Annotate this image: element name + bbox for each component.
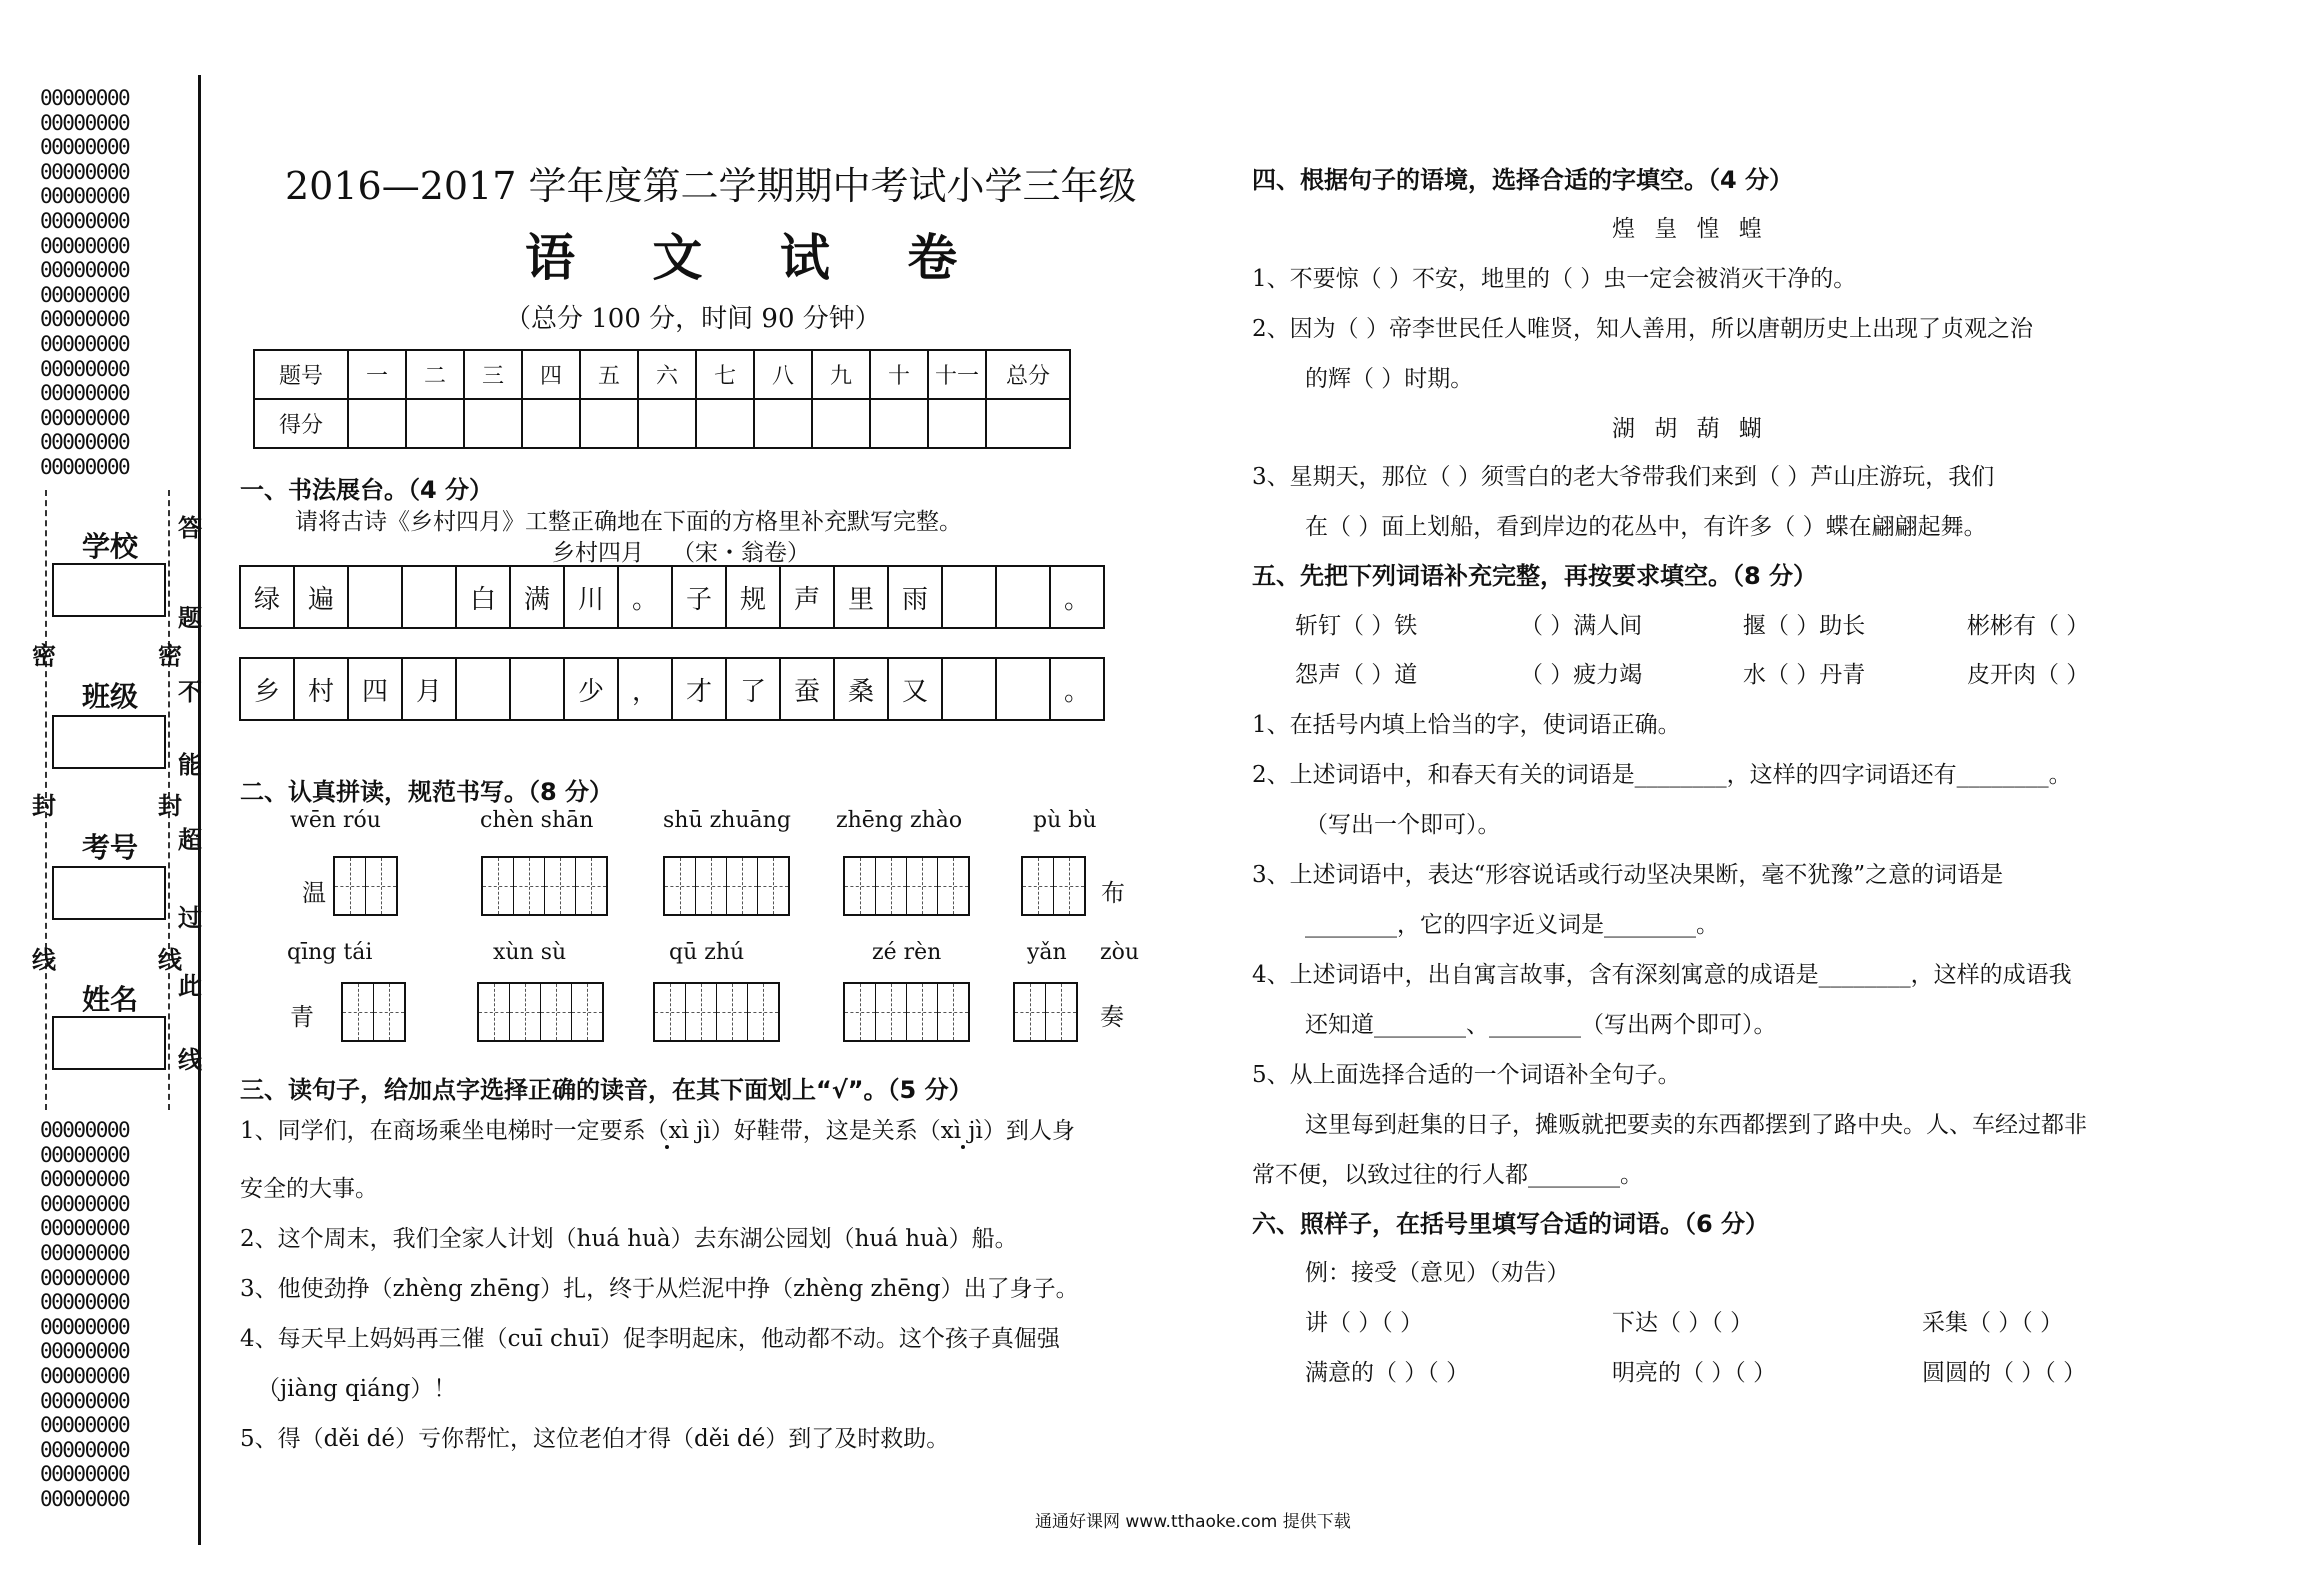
section4-heading: 四、根据句子的语境，选择合适的字填空。（4 分）	[1252, 166, 1794, 194]
section5-line: （写出一个即可）。	[1305, 812, 1501, 838]
score-row-label: 得分	[254, 399, 348, 448]
poem-char-cell: 了	[726, 658, 780, 720]
school-label: 学校	[82, 530, 139, 563]
score-cell[interactable]	[522, 399, 580, 448]
section3-line: 5、得（děi dé）亏你帮忙，这位老伯才得（děi dé）到了及时救助。	[240, 1426, 950, 1452]
name-label: 姓名	[82, 983, 139, 1016]
idiom-blank: 皮开肉（ ）	[1967, 662, 2090, 688]
poem-blank-cell[interactable]	[996, 566, 1050, 628]
notice-char: 能	[178, 751, 202, 779]
score-cell-total[interactable]	[986, 399, 1070, 448]
emphasis-dot	[961, 1145, 965, 1149]
score-header-cell: 十一	[928, 350, 986, 399]
score-cell[interactable]	[812, 399, 870, 448]
oval-column-bottom: 00000000 00000000 00000000 00000000 00000000 00000000 00000000 00000000 00000000 00000000 00000000 00000000 00000000 00000000 00000000 00000000	[40, 1118, 130, 1511]
score-cell[interactable]	[928, 399, 986, 448]
section3-line: 4、每天早上妈妈再三催（cuī chuī）促李明起床，他动都不动。这个孩子真倔强	[240, 1326, 1060, 1352]
section3-heading: 三、读句子，给加点字选择正确的读音，在其下面划上“√”。（5 分）	[240, 1076, 973, 1104]
writing-grid[interactable]	[1013, 982, 1078, 1042]
pinyin-label: zé rèn	[872, 940, 942, 965]
word-blank: 采集（ ）（ ）	[1922, 1310, 2064, 1336]
poem-char-cell: 月	[402, 658, 456, 720]
section1-instruction: 请将古诗《乡村四月》工整正确地在下面的方格里补充默写完整。	[295, 509, 962, 535]
binding-line	[198, 75, 201, 1545]
poem-blank-cell[interactable]	[942, 658, 996, 720]
word-blank: 讲（ ）（ ）	[1305, 1310, 1424, 1336]
given-char: 温	[302, 879, 326, 907]
notice-char: 不	[178, 678, 202, 706]
idiom-blank: （ ）满人间	[1520, 613, 1643, 639]
notice-char: 题	[178, 604, 202, 632]
poem-char-cell: 绿	[240, 566, 294, 628]
word-blank: 下达（ ）（ ）	[1612, 1310, 1754, 1336]
poem-char-cell: 白	[456, 566, 510, 628]
idiom-blank: 彬彬有（ ）	[1967, 613, 2090, 639]
writing-grid[interactable]	[843, 856, 970, 916]
seal-char-right: 封	[158, 792, 182, 820]
section5-line: ________，它的四字近义词是________。	[1305, 912, 1719, 938]
poem-blank-cell[interactable]	[996, 658, 1050, 720]
section3-line: （jiàng qiáng）！	[257, 1376, 457, 1402]
score-header-cell: 六	[638, 350, 696, 399]
given-char: 布	[1101, 879, 1125, 907]
poem-gap-row	[240, 628, 1104, 658]
pinyin-label: shū zhuāng	[663, 808, 791, 833]
section5-line: 3、上述词语中，表达“形容说话或行动坚决果断，毫不犹豫”之意的词语是	[1252, 862, 2004, 888]
notice-char: 此	[178, 972, 202, 1000]
poem-char-cell: 村	[294, 658, 348, 720]
poem-blank-cell[interactable]	[402, 566, 456, 628]
score-cell[interactable]	[754, 399, 812, 448]
writing-grid[interactable]	[663, 856, 790, 916]
score-header-cell: 总分	[986, 350, 1070, 399]
section5-line: 还知道________、________（写出两个即可）。	[1305, 1012, 1777, 1038]
given-char: 奏	[1100, 1003, 1124, 1031]
idiom-blank: 水（ ）丹青	[1743, 662, 1866, 688]
poem-row	[240, 658, 1104, 720]
footer-credit: 通通好课网 www.tthaoke.com 提供下载	[1035, 1512, 1351, 1532]
poem-char-cell: 子	[672, 566, 726, 628]
section4-line: 3、星期天，那位（ ）须雪白的老大爷带我们来到（ ）芦山庄游玩，我们	[1252, 464, 1995, 490]
score-header-cell: 九	[812, 350, 870, 399]
poem-char-cell: 遍	[294, 566, 348, 628]
idiom-blank: 揠（ ）助长	[1743, 613, 1866, 639]
poem-gap-cell	[240, 628, 1104, 658]
pinyin-label: pù bù	[1033, 808, 1097, 833]
exam-number-field[interactable]	[52, 866, 166, 920]
section6-example: 例：接受（意见）（劝告）	[1305, 1260, 1570, 1286]
poem-char-cell: 乡	[240, 658, 294, 720]
section5-line: 1、在括号内填上恰当的字，使词语正确。	[1252, 712, 1681, 738]
pinyin-label: xùn sù	[493, 940, 567, 965]
pinyin-label: chèn shān	[480, 808, 594, 833]
pinyin-label: zhēng zhào	[836, 808, 963, 833]
section4-line: 的辉（ ）时期。	[1305, 366, 1474, 392]
pinyin-label: zòu	[1100, 940, 1140, 965]
score-header-cell: 四	[522, 350, 580, 399]
writing-grid[interactable]	[1021, 856, 1086, 916]
poem-char-cell: 声	[780, 566, 834, 628]
poem-blank-cell[interactable]	[456, 658, 510, 720]
poem-char-cell: 满	[510, 566, 564, 628]
writing-grid[interactable]	[333, 856, 398, 916]
writing-grid[interactable]	[477, 982, 604, 1042]
poem-blank-cell[interactable]	[348, 566, 402, 628]
section5-line: 这里每到赶集的日子，摊贩就把要卖的东西都摆到了路中央。人、车经过都非	[1305, 1112, 2087, 1138]
score-cell[interactable]	[348, 399, 406, 448]
section4-line: 2、因为（ ）帝李世民任人唯贤，知人善用，所以唐朝历史上出现了贞观之治	[1252, 316, 2033, 342]
poem-char-cell: ，	[618, 658, 672, 720]
poem-char-cell: 雨	[888, 566, 942, 628]
writing-grid[interactable]	[653, 982, 780, 1042]
subject-title: 语 文 试 卷	[525, 229, 988, 287]
section1-heading: 一、书法展台。（4 分）	[240, 476, 494, 504]
poem-char-cell: 。	[1050, 566, 1104, 628]
poem-char-cell: 。	[1050, 658, 1104, 720]
name-field[interactable]	[52, 1016, 166, 1070]
poem-char-cell: 蚕	[780, 658, 834, 720]
oval-column-top: 00000000 00000000 00000000 00000000 00000000 00000000 00000000 00000000 00000000 00000000 00000000 00000000 00000000 00000000 00000000 00000000	[40, 86, 130, 479]
poem-char-cell: 少	[564, 658, 618, 720]
poem-char-cell: 桑	[834, 658, 888, 720]
poem-row	[240, 566, 1104, 628]
poem-author: （宋・翁卷）	[672, 540, 810, 566]
score-cell[interactable]	[580, 399, 638, 448]
score-header-cell: 十	[870, 350, 928, 399]
given-char: 青	[290, 1003, 314, 1031]
score-header-cell: 七	[696, 350, 754, 399]
pinyin-label: qīng tái	[287, 940, 373, 965]
section3-line: 安全的大事。	[240, 1176, 378, 1202]
pinyin-label: yǎn	[1027, 940, 1067, 965]
writing-grid[interactable]	[481, 856, 608, 916]
section2-heading: 二、认真拼读，规范书写。（8 分）	[240, 778, 614, 806]
notice-char: 答	[178, 514, 202, 542]
seal-char-right: 密	[158, 642, 182, 670]
poem-char-cell: 。	[618, 566, 672, 628]
poem-blank-cell[interactable]	[942, 566, 996, 628]
writing-grid[interactable]	[341, 982, 406, 1042]
writing-grid[interactable]	[843, 982, 970, 1042]
score-cell[interactable]	[406, 399, 464, 448]
seal-char-left: 线	[32, 946, 56, 974]
score-cell[interactable]	[870, 399, 928, 448]
score-header-cell: 五	[580, 350, 638, 399]
score-header-cell: 三	[464, 350, 522, 399]
notice-char: 过	[178, 904, 202, 932]
word-blank: 圆圆的（ ）（ ）	[1922, 1360, 2087, 1386]
poem-blank-cell[interactable]	[510, 658, 564, 720]
exam-title: 2016—2017 学年度第二学期期中考试小学三年级	[285, 164, 1137, 208]
section5-line: 2、上述词语中，和春天有关的词语是________，这样的四字词语还有________。	[1252, 762, 2072, 788]
emphasis-dot	[665, 1145, 669, 1149]
score-table-score-row	[254, 399, 1070, 448]
section3-line: 1、同学们，在商场乘坐电梯时一定要系（xì jì）好鞋带，这是关系（xì jì）到人身	[240, 1118, 1075, 1144]
section5-line: 5、从上面选择合适的一个词语补全句子。	[1252, 1062, 1681, 1088]
poem-char-cell: 又	[888, 658, 942, 720]
idiom-blank: 斩钉（ ）铁	[1295, 613, 1418, 639]
poem-char-cell: 才	[672, 658, 726, 720]
section5-heading: 五、先把下列词语补充完整，再按要求填空。（8 分）	[1252, 562, 1818, 590]
exam-subtitle: （总分 100 分，时间 90 分钟）	[505, 304, 881, 334]
section4-line: 在（ ）面上划船，看到岸边的花丛中，有许多（ ）蝶在翩翩起舞。	[1305, 514, 1987, 540]
poem-char-cell: 川	[564, 566, 618, 628]
char-options: 湖 胡 葫 蝴	[1612, 416, 1768, 442]
notice-char: 超	[178, 826, 202, 854]
school-field[interactable]	[52, 563, 166, 617]
seal-char-left: 封	[32, 792, 56, 820]
seal-char-right: 线	[158, 946, 182, 974]
idiom-blank: （ ）疲力竭	[1520, 662, 1643, 688]
idiom-blank: 怨声（ ）道	[1295, 662, 1418, 688]
poem-char-cell: 里	[834, 566, 888, 628]
score-header-cell: 题号	[254, 350, 348, 399]
pinyin-label: qū zhú	[669, 940, 745, 965]
seal-char-left: 密	[32, 642, 56, 670]
exam-number-label: 考号	[82, 831, 139, 864]
section6-heading: 六、照样子，在括号里填写合适的词语。（6 分）	[1252, 1210, 1770, 1238]
score-table	[253, 349, 1071, 449]
section4-line: 1、不要惊（ ）不安，地里的（ ）虫一定会被消灭干净的。	[1252, 266, 1857, 292]
class-field[interactable]	[52, 715, 166, 769]
section5-line: 4、上述词语中，出自寓言故事，含有深刻寓意的成语是________，这样的成语我	[1252, 962, 2072, 988]
char-options: 煌 皇 惶 蝗	[1612, 216, 1768, 242]
section5-line: 常不便，以致过往的行人都________。	[1252, 1162, 1643, 1188]
poem-grid	[239, 565, 1105, 721]
poem-title: 乡村四月	[552, 540, 644, 566]
poem-char-cell: 规	[726, 566, 780, 628]
score-cell[interactable]	[464, 399, 522, 448]
score-header-cell: 八	[754, 350, 812, 399]
section3-line: 2、这个周末，我们全家人计划（huá huà）去东湖公园划（huá huà）船。	[240, 1226, 1018, 1252]
poem-char-cell: 四	[348, 658, 402, 720]
section3-line: 3、他使劲挣（zhèng zhēng）扎，终于从烂泥中挣（zhèng zhēng）出了身子。	[240, 1276, 1079, 1302]
score-table-header-row	[254, 350, 1070, 399]
score-header-cell: 一	[348, 350, 406, 399]
word-blank: 明亮的（ ）（ ）	[1612, 1360, 1777, 1386]
pinyin-label: wēn róu	[290, 808, 381, 833]
score-cell[interactable]	[696, 399, 754, 448]
score-cell[interactable]	[638, 399, 696, 448]
word-blank: 满意的（ ）（ ）	[1305, 1360, 1470, 1386]
notice-char: 线	[178, 1046, 202, 1074]
score-header-cell: 二	[406, 350, 464, 399]
class-label: 班级	[82, 680, 139, 713]
